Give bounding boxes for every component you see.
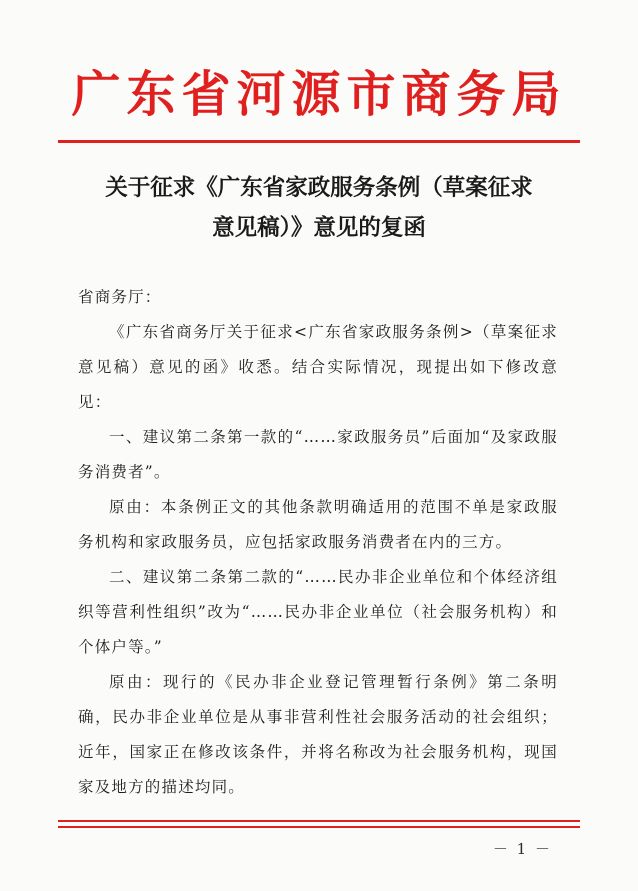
- salutation: 省商务厅：: [78, 288, 162, 306]
- body-paragraph: 《广东省商务厅关于征求<广东省家政服务条例>（草案征求意见稿）意见的函》收悉。结合实际情况，现提出如下修改意见：: [78, 323, 558, 411]
- document-body: [78, 280, 558, 805]
- document-title-line-2: 意见稿）》意见的复函: [212, 215, 426, 241]
- page-number: － 1 －: [492, 840, 552, 858]
- document-title-line-1: 关于征求《广东省家政服务条例（草案征求: [105, 175, 533, 201]
- header-red-rule: [58, 140, 580, 143]
- body-paragraph: 二、建议第二条第二款的“……民办非企业单位和个体经济组织等营利性组织”改为“……民办非企业单位（社会服务机构）和个体户等。”: [78, 568, 558, 656]
- issuing-authority-header: 广东省河源市商务局: [71, 65, 567, 123]
- footer-red-rule-bottom: [58, 826, 580, 828]
- body-paragraph: 原由：本条例正文的其他条款明确适用的范围不单是家政服务机构和家政服务员，应包括家政服务消费者在内的三方。: [78, 498, 558, 551]
- document-title: [70, 168, 568, 248]
- body-paragraph: 原由：现行的《民办非企业登记管理暂行条例》第二条明确，民办非企业单位是从事非营利性社会服务活动的社会组织；近年，国家正在修改该条件，并将名称改为社会服务机构，现国家及地方的描述均同。: [78, 673, 558, 796]
- footer-red-rule-top: [58, 820, 580, 822]
- body-paragraph: 一、建议第二条第一款的“……家政服务员”后面加“及家政服务消费者”。: [78, 428, 558, 481]
